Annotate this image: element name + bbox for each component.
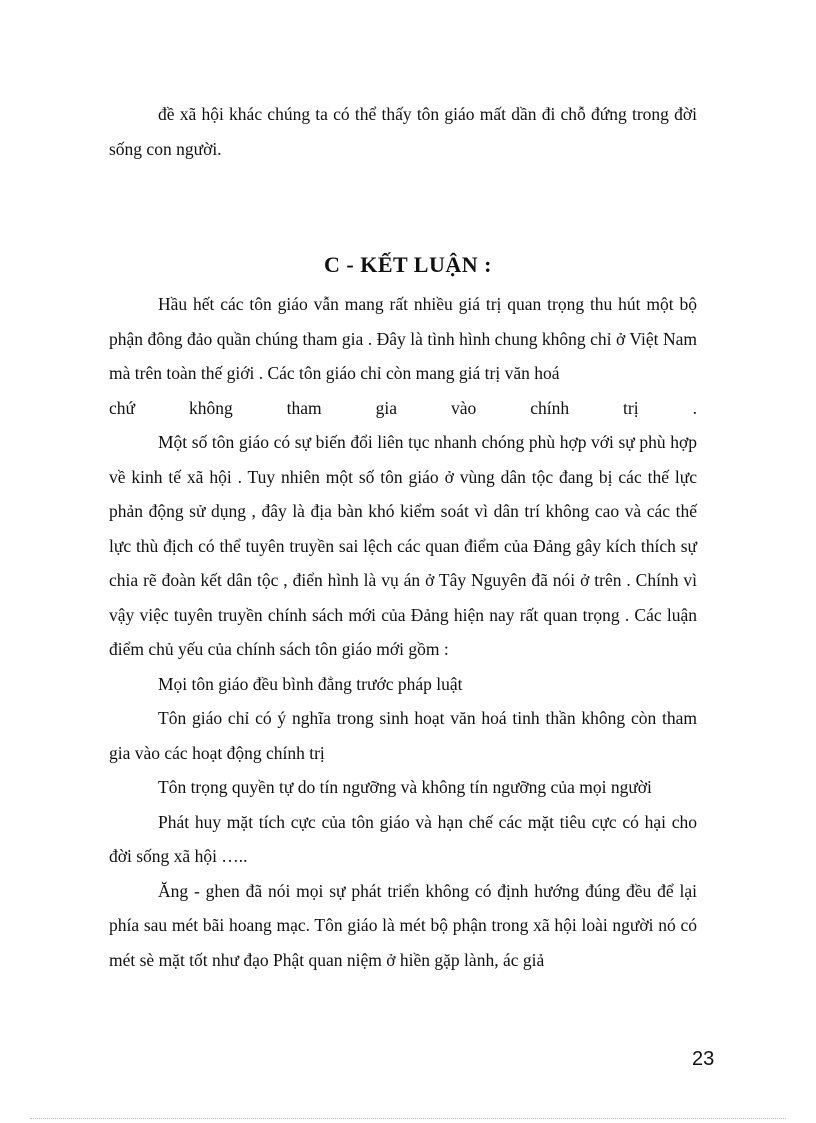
section-heading: C - KẾT LUẬN :: [324, 252, 492, 277]
conclusion-paragraph-3: Ăng - ghen đã nói mọi sự phát triển không có định hướng đúng đều để lại phía sau mét bãi hoang mạc. Tôn giáo là mét bộ phận trong xã hội loài người nó có mét sè mặt tốt như đạo Phật quan niệm ở hiền gặp lành, ác giả: [109, 880, 697, 970]
paragraph-1-spread-line: [109, 391, 697, 426]
spread-word: chính: [530, 397, 570, 418]
intro-paragraph-block: [109, 97, 697, 166]
spread-word: không: [188, 397, 233, 418]
page-number: 23: [692, 1048, 715, 1070]
policy-point-1: Mọi tôn giáo đều bình đẳng trước pháp luật: [158, 673, 463, 694]
intro-paragraph: đề xã hội khác chúng ta có thể thấy tôn giáo mất dần đi chỗ đứng trong đời sống con người.: [109, 104, 697, 159]
conclusion-body: [109, 287, 697, 977]
policy-point-4: Phát huy mặt tích cực của tôn giáo và hạn chế các mặt tiêu cực có hại cho đời sống xã hội …..: [109, 811, 697, 866]
footer-divider: [30, 1118, 786, 1119]
spread-word: tham: [286, 397, 322, 418]
spread-word: chứ: [109, 397, 136, 418]
policy-point-2: Tôn giáo chỉ có ý nghĩa trong sinh hoạt văn hoá tinh thần không còn tham gia vào các hoạt động chính trị: [109, 708, 697, 763]
spread-word: trị: [623, 397, 639, 418]
spread-word: gia: [375, 397, 398, 418]
spread-word: vào: [450, 397, 477, 418]
spread-word: .: [692, 397, 697, 418]
policy-point-3: Tôn trọng quyền tự do tín ngưỡng và không tín ngưỡng của mọi người: [158, 777, 652, 797]
conclusion-paragraph-2: Một số tôn giáo có sự biến đổi liên tục nhanh chóng phù hợp với sự phù hợp về kinh tế xã hội . Tuy nhiên một số tôn giáo ở vùng dân tộc đang bị các thế lực phản động sử dụng , đây là địa bàn khó kiểm soát vì dân trí không cao và các thế lực thù địch có thể tuyên truyền sai lệch các quan điểm của Đảng gây kích thích sự chia rẽ đoàn kết dân tộc , điển hình là vụ án ở Tây Nguyên đã nói ở trên . Chính vì vậy việc tuyên truyền chính sách mới của Đảng hiện nay rất quan trọng . Các luận điểm chủ yếu của chính sách tôn giáo mới gồm :: [109, 432, 697, 659]
paragraph-1-text: Hầu hết các tôn giáo vẫn mang rất nhiều giá trị quan trọng thu hút một bộ phận đông đảo quần chúng tham gia . Đây là tình hình chung không chỉ ở Việt Nam mà trên toàn thế giới . Các tôn giáo chỉ còn mang giá trị văn hoá: [109, 294, 697, 383]
conclusion-paragraph-1: [109, 287, 697, 391]
